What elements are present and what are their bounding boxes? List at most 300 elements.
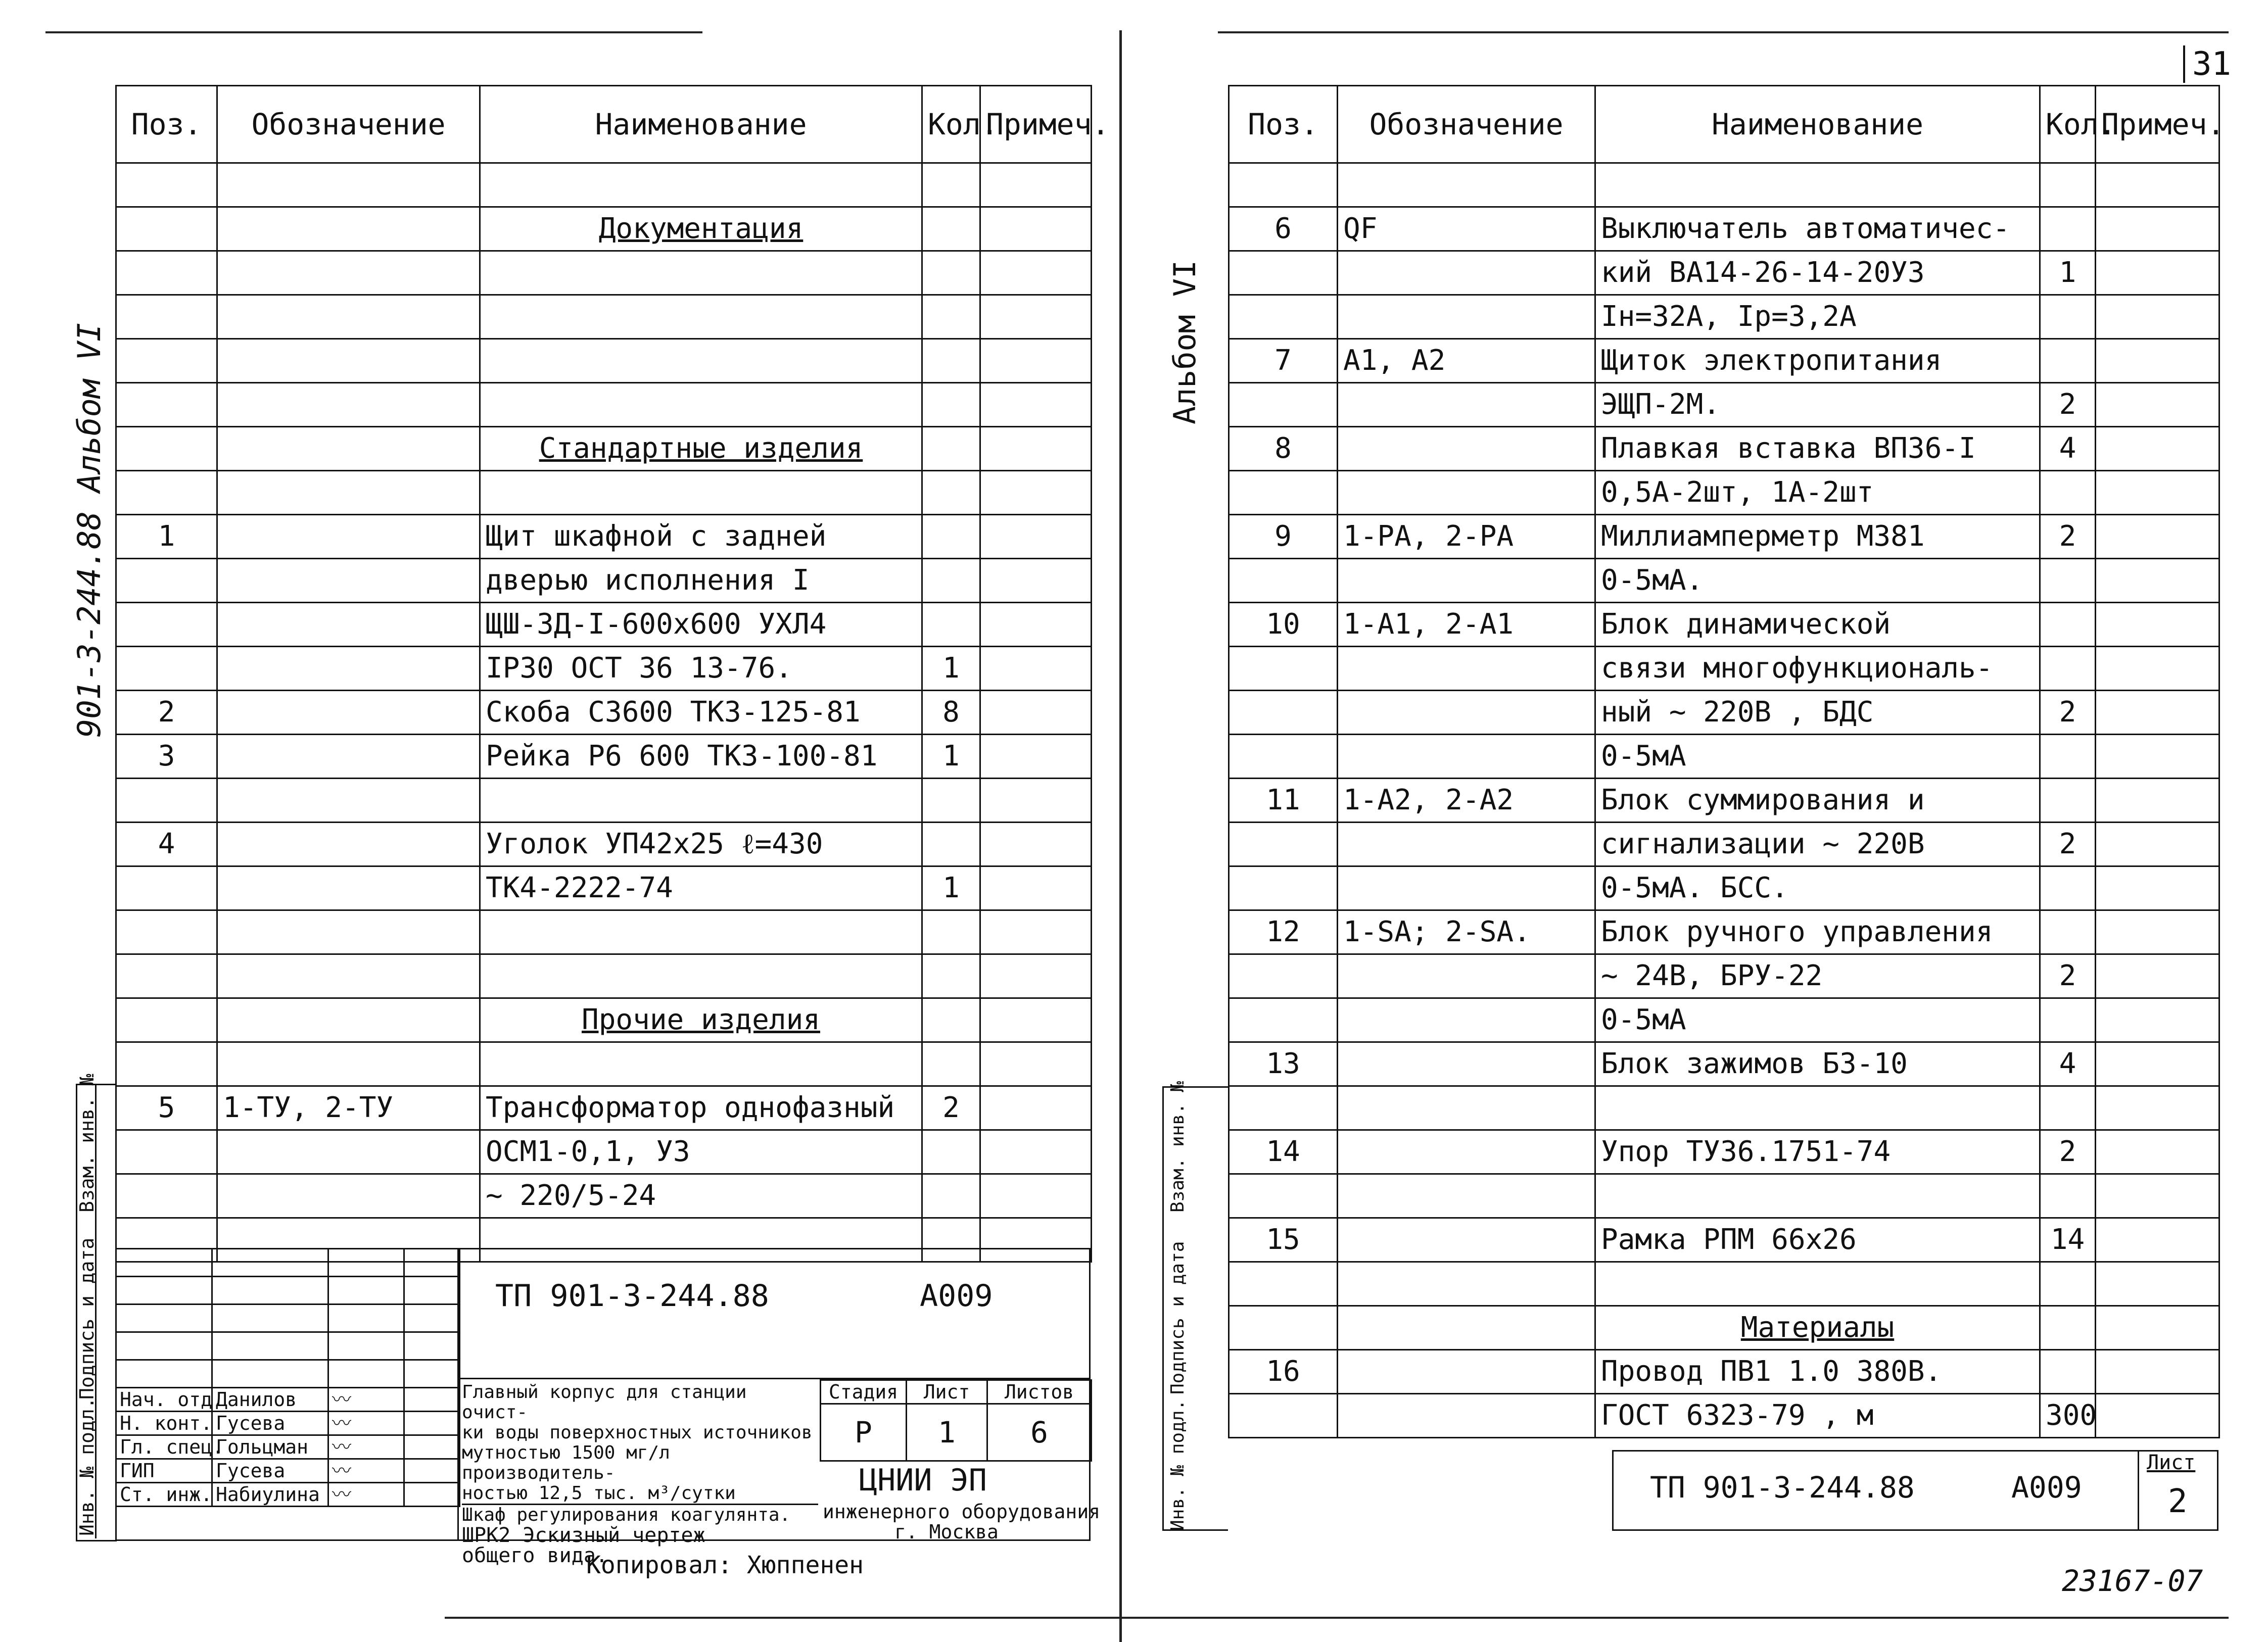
cell-designation bbox=[217, 1130, 480, 1174]
table-row bbox=[1229, 1174, 2219, 1218]
cell-pos: 9 bbox=[1229, 515, 1338, 559]
cell-name bbox=[480, 910, 922, 954]
cell-qty bbox=[922, 910, 980, 954]
left-stamp-people bbox=[115, 1248, 460, 1507]
cell-name: ЭЩП-2М. bbox=[1595, 383, 2040, 427]
table-row bbox=[1229, 163, 2219, 207]
cell-name: Уголок УП42х25 ℓ=430 bbox=[480, 823, 922, 866]
cell-designation bbox=[217, 779, 480, 823]
cell-name: Рамка РПМ 66х26 bbox=[1595, 1218, 2040, 1262]
cell-name: ГОСТ 6323-79 , м bbox=[1595, 1394, 2040, 1438]
cell-designation bbox=[217, 998, 480, 1042]
cell-designation bbox=[217, 823, 480, 866]
cell-designation: 1-А1, 2-А1 bbox=[1338, 603, 1595, 647]
cell-designation: А1, А2 bbox=[1338, 339, 1595, 383]
bottom-rule bbox=[445, 1617, 2229, 1619]
cell-pos bbox=[116, 471, 217, 515]
header-qty: Кол. bbox=[922, 86, 980, 163]
table-row bbox=[1229, 1130, 2219, 1174]
header-qty: Кол. bbox=[2040, 86, 2096, 163]
cell-pos bbox=[1229, 251, 1338, 295]
cell-qty bbox=[2040, 998, 2096, 1042]
cell-pos bbox=[1229, 1262, 1338, 1306]
cell-pos bbox=[116, 954, 217, 998]
cell-qty bbox=[2040, 163, 2096, 207]
table-row bbox=[116, 603, 1092, 647]
person-row: Гл. спец. Гольцман 〰 bbox=[116, 1435, 460, 1459]
cell-pos bbox=[1229, 163, 1338, 207]
cell-qty bbox=[922, 207, 980, 251]
signature: 〰 bbox=[328, 1435, 404, 1459]
cell-designation bbox=[1338, 471, 1595, 515]
cell-note bbox=[980, 735, 1092, 779]
cell-note bbox=[980, 779, 1092, 823]
title-line: ШРК2 Эскизный чертеж bbox=[462, 1524, 705, 1547]
cell-note bbox=[980, 866, 1092, 910]
cell-designation bbox=[217, 559, 480, 603]
table-row bbox=[116, 515, 1092, 559]
cell-name: Документация bbox=[480, 207, 922, 251]
cell-designation: 1-SA; 2-SA. bbox=[1338, 910, 1595, 954]
cell-name: кий ВА14-26-14-20У3 bbox=[1595, 251, 2040, 295]
cell-pos bbox=[116, 559, 217, 603]
cell-note bbox=[980, 427, 1092, 471]
cell-name: Рейка Р6 600 ТК3-100-81 bbox=[480, 735, 922, 779]
cell-name: Щиток электропитания bbox=[1595, 339, 2040, 383]
header-pos: Поз. bbox=[116, 86, 217, 163]
copied-by: Копировал: Хюппенен bbox=[586, 1551, 864, 1579]
cell-pos: 6 bbox=[1229, 207, 1338, 251]
table-row bbox=[116, 559, 1092, 603]
stage-value: Р bbox=[821, 1404, 907, 1461]
center-fold-line bbox=[1119, 30, 1122, 1642]
cell-note bbox=[980, 559, 1092, 603]
cell-note bbox=[980, 954, 1092, 998]
cell-note bbox=[980, 998, 1092, 1042]
header-designation: Обозначение bbox=[217, 86, 480, 163]
cell-qty bbox=[922, 383, 980, 427]
cell-designation bbox=[1338, 1086, 1595, 1130]
sheets-value: 6 bbox=[987, 1404, 1092, 1461]
cell-note bbox=[980, 383, 1092, 427]
cell-name: Скоба С3600 ТК3-125-81 bbox=[480, 691, 922, 735]
cell-name bbox=[480, 295, 922, 339]
cell-designation bbox=[217, 295, 480, 339]
cell-note bbox=[2096, 823, 2219, 866]
table-row bbox=[1229, 735, 2219, 779]
cell-designation bbox=[217, 427, 480, 471]
cell-designation: 1-РА, 2-РА bbox=[1338, 515, 1595, 559]
cell-note bbox=[2096, 1350, 2219, 1394]
cell-designation bbox=[217, 691, 480, 735]
signature: 〰 bbox=[328, 1483, 404, 1507]
left-side-col-sign: Подпись и дата bbox=[76, 1237, 98, 1399]
cell-qty bbox=[2040, 866, 2096, 910]
table-row bbox=[1229, 954, 2219, 998]
table-row bbox=[1229, 1086, 2219, 1130]
cell-note bbox=[2096, 427, 2219, 471]
cell-designation: QF bbox=[1338, 207, 1595, 251]
cell-name bbox=[480, 163, 922, 207]
table-row bbox=[1229, 1350, 2219, 1394]
cell-pos bbox=[1229, 1394, 1338, 1438]
table-row bbox=[1229, 647, 2219, 691]
cell-qty bbox=[2040, 910, 2096, 954]
table-row bbox=[1229, 1042, 2219, 1086]
table-row bbox=[116, 647, 1092, 691]
table-row bbox=[1229, 910, 2219, 954]
cell-designation bbox=[1338, 1306, 1595, 1350]
cell-note bbox=[980, 251, 1092, 295]
cell-designation bbox=[217, 515, 480, 559]
cell-note bbox=[980, 339, 1092, 383]
table-row bbox=[116, 866, 1092, 910]
cell-name bbox=[480, 339, 922, 383]
cell-designation bbox=[217, 207, 480, 251]
table-row bbox=[1229, 823, 2219, 866]
cell-pos bbox=[1229, 295, 1338, 339]
cell-note bbox=[2096, 866, 2219, 910]
header-note: Примеч. bbox=[2096, 86, 2219, 163]
table-row bbox=[1229, 1306, 2219, 1350]
cell-name: Выключатель автоматичес- bbox=[1595, 207, 2040, 251]
cell-name: 0-5мА. bbox=[1595, 559, 2040, 603]
header-name: Наименование bbox=[1595, 86, 2040, 163]
cell-qty: 4 bbox=[2040, 1042, 2096, 1086]
cell-note bbox=[980, 823, 1092, 866]
cell-note bbox=[2096, 603, 2219, 647]
cell-qty: 2 bbox=[2040, 1130, 2096, 1174]
cell-designation bbox=[217, 163, 480, 207]
cell-pos bbox=[116, 207, 217, 251]
cell-note bbox=[980, 515, 1092, 559]
cell-pos bbox=[116, 1174, 217, 1218]
table-row bbox=[1229, 207, 2219, 251]
table-row bbox=[116, 1086, 1092, 1130]
title-line: ки воды поверхностных источников bbox=[462, 1422, 813, 1443]
table-row bbox=[116, 735, 1092, 779]
cell-note bbox=[980, 471, 1092, 515]
cell-pos bbox=[1229, 866, 1338, 910]
cell-note bbox=[2096, 207, 2219, 251]
cell-pos bbox=[116, 1042, 217, 1086]
cell-pos: 13 bbox=[1229, 1042, 1338, 1086]
cell-designation bbox=[1338, 295, 1595, 339]
cell-qty bbox=[922, 954, 980, 998]
cell-designation bbox=[217, 866, 480, 910]
table-row bbox=[116, 251, 1092, 295]
cell-designation bbox=[1338, 1394, 1595, 1438]
cell-note bbox=[2096, 1086, 2219, 1130]
cell-note bbox=[2096, 163, 2219, 207]
table-row bbox=[1229, 1218, 2219, 1262]
table-row bbox=[1229, 1262, 2219, 1306]
table-row bbox=[116, 910, 1092, 954]
cell-designation bbox=[1338, 823, 1595, 866]
cell-name: Прочие изделия bbox=[480, 998, 922, 1042]
table-row bbox=[116, 779, 1092, 823]
cell-designation bbox=[1338, 691, 1595, 735]
cell-note bbox=[2096, 471, 2219, 515]
cell-qty bbox=[922, 163, 980, 207]
cell-name: Плавкая вставка ВП36-I bbox=[1595, 427, 2040, 471]
table-row bbox=[1229, 998, 2219, 1042]
signature: 〰 bbox=[328, 1388, 404, 1412]
cell-qty bbox=[2040, 471, 2096, 515]
header-note: Примеч. bbox=[980, 86, 1092, 163]
cell-name bbox=[1595, 163, 2040, 207]
cell-designation bbox=[1338, 647, 1595, 691]
table-row bbox=[1229, 1394, 2219, 1438]
table-row bbox=[116, 998, 1092, 1042]
cell-name: ~ 220/5-24 bbox=[480, 1174, 922, 1218]
cell-qty: 2 bbox=[2040, 954, 2096, 998]
table-row bbox=[116, 207, 1092, 251]
cell-qty: 2 bbox=[2040, 823, 2096, 866]
right-sheet-value: 2 bbox=[2168, 1483, 2188, 1520]
cell-qty bbox=[2040, 1174, 2096, 1218]
cell-qty bbox=[2040, 603, 2096, 647]
table-row bbox=[1229, 691, 2219, 735]
cell-note bbox=[2096, 779, 2219, 823]
cell-note bbox=[980, 1130, 1092, 1174]
cell-designation bbox=[217, 339, 480, 383]
cell-qty bbox=[2040, 1086, 2096, 1130]
cell-note bbox=[980, 691, 1092, 735]
cell-name: Блок ручного управления bbox=[1595, 910, 2040, 954]
header-name: Наименование bbox=[480, 86, 922, 163]
header-designation: Обозначение bbox=[1338, 86, 1595, 163]
title-line: Главный корпус для станции очист- bbox=[462, 1382, 747, 1423]
title-line: Шкаф регулирования коагулянта. bbox=[462, 1504, 818, 1525]
title-line: общего вида. bbox=[462, 1544, 608, 1567]
top-rule-right bbox=[1218, 31, 2229, 33]
cell-qty: 4 bbox=[2040, 427, 2096, 471]
cell-qty: 1 bbox=[922, 735, 980, 779]
cell-pos bbox=[1229, 1086, 1338, 1130]
table-row bbox=[116, 339, 1092, 383]
cell-note bbox=[2096, 735, 2219, 779]
table-row bbox=[116, 471, 1092, 515]
sheet-label: Лист bbox=[907, 1380, 987, 1404]
person-row: Н. конт. Гусева 〰 bbox=[116, 1412, 460, 1435]
cell-pos: 7 bbox=[1229, 339, 1338, 383]
cell-name: ТК4-2222-74 bbox=[480, 866, 922, 910]
person-row: Ст. инж. Набиулина 〰 bbox=[116, 1483, 460, 1507]
cell-note bbox=[2096, 515, 2219, 559]
cell-designation bbox=[1338, 735, 1595, 779]
table-row bbox=[116, 383, 1092, 427]
cell-note bbox=[980, 910, 1092, 954]
table-row bbox=[1229, 515, 2219, 559]
cell-pos bbox=[1229, 383, 1338, 427]
cell-note bbox=[2096, 339, 2219, 383]
table-row bbox=[1229, 295, 2219, 339]
person-row: ГИП Гусева 〰 bbox=[116, 1459, 460, 1483]
table-row bbox=[1229, 251, 2219, 295]
top-rule-left bbox=[45, 31, 702, 33]
cell-pos bbox=[1229, 998, 1338, 1042]
cell-designation bbox=[217, 910, 480, 954]
cell-note bbox=[2096, 691, 2219, 735]
cell-name: Блок зажимов Б3-10 bbox=[1595, 1042, 2040, 1086]
table-row bbox=[1229, 779, 2219, 823]
table-row bbox=[116, 295, 1092, 339]
cell-pos bbox=[1229, 559, 1338, 603]
cell-pos bbox=[1229, 647, 1338, 691]
cell-qty bbox=[2040, 207, 2096, 251]
table-row bbox=[116, 1042, 1092, 1086]
cell-note bbox=[2096, 1218, 2219, 1262]
cell-pos bbox=[1229, 471, 1338, 515]
cell-note bbox=[980, 603, 1092, 647]
person-row: Нач. отд. Данилов 〰 bbox=[116, 1388, 460, 1412]
cell-pos: 16 bbox=[1229, 1350, 1338, 1394]
org-sub-2: г. Москва bbox=[894, 1521, 999, 1543]
cell-qty: 8 bbox=[922, 691, 980, 735]
left-side-col-replace: Взам. инв. № bbox=[76, 1074, 98, 1213]
cell-qty: 14 bbox=[2040, 1218, 2096, 1262]
cell-pos: 14 bbox=[1229, 1130, 1338, 1174]
cell-qty bbox=[2040, 1306, 2096, 1350]
cell-qty bbox=[922, 251, 980, 295]
cell-qty bbox=[922, 823, 980, 866]
cell-note bbox=[980, 1042, 1092, 1086]
cell-pos: 3 bbox=[116, 735, 217, 779]
cell-pos bbox=[1229, 1174, 1338, 1218]
cell-name: Iн=32А, Iр=3,2А bbox=[1595, 295, 2040, 339]
cell-pos bbox=[116, 383, 217, 427]
left-doc-suffix: А009 bbox=[920, 1278, 993, 1314]
cell-pos bbox=[1229, 823, 1338, 866]
cell-designation bbox=[1338, 1174, 1595, 1218]
left-doc-code-box bbox=[457, 1248, 1091, 1379]
table-row bbox=[116, 954, 1092, 998]
cell-designation bbox=[1338, 251, 1595, 295]
sheets-label: Листов bbox=[987, 1380, 1092, 1404]
cell-designation bbox=[1338, 998, 1595, 1042]
table-row bbox=[116, 163, 1092, 207]
cell-qty bbox=[2040, 559, 2096, 603]
cell-qty: 2 bbox=[2040, 383, 2096, 427]
cell-name: ЩШ-3Д-I-600х600 УХЛ4 bbox=[480, 603, 922, 647]
cell-name bbox=[480, 954, 922, 998]
cell-name: Трансформатор однофазный bbox=[480, 1086, 922, 1130]
cell-designation bbox=[217, 251, 480, 295]
cell-pos: 10 bbox=[1229, 603, 1338, 647]
cell-note bbox=[2096, 647, 2219, 691]
cell-pos bbox=[116, 647, 217, 691]
cell-pos: 12 bbox=[1229, 910, 1338, 954]
cell-name: связи многофункциональ- bbox=[1595, 647, 2040, 691]
cell-note bbox=[980, 295, 1092, 339]
cell-pos bbox=[116, 1130, 217, 1174]
cell-qty bbox=[922, 1130, 980, 1174]
cell-pos bbox=[116, 866, 217, 910]
page-number: 31 bbox=[2183, 45, 2231, 83]
table-row bbox=[1229, 603, 2219, 647]
cell-note bbox=[2096, 910, 2219, 954]
cell-designation: 1-А2, 2-А2 bbox=[1338, 779, 1595, 823]
cell-name: Провод ПВ1 1.0 380В. bbox=[1595, 1350, 2040, 1394]
cell-name: 0-5мА bbox=[1595, 998, 2040, 1042]
cell-name: сигнализации ~ 220В bbox=[1595, 823, 2040, 866]
cell-note bbox=[2096, 954, 2219, 998]
cell-name bbox=[480, 1042, 922, 1086]
cell-qty bbox=[922, 427, 980, 471]
cell-name: Щит шкафной с задней bbox=[480, 515, 922, 559]
left-header-row bbox=[116, 86, 1092, 163]
archive-number: 23167-07 bbox=[2062, 1564, 2203, 1598]
cell-designation bbox=[217, 603, 480, 647]
cell-qty bbox=[922, 603, 980, 647]
cell-qty: 2 bbox=[922, 1086, 980, 1130]
cell-name: ~ 24В, БРУ-22 bbox=[1595, 954, 2040, 998]
cell-note bbox=[2096, 1394, 2219, 1438]
cell-note bbox=[2096, 1042, 2219, 1086]
cell-qty bbox=[922, 779, 980, 823]
right-side-col-replace: Взам. инв. № bbox=[1167, 1081, 1188, 1213]
cell-designation bbox=[217, 383, 480, 427]
cell-pos bbox=[1229, 1306, 1338, 1350]
cell-name: Упор ТУ36.1751-74 bbox=[1595, 1130, 2040, 1174]
cell-qty: 1 bbox=[2040, 251, 2096, 295]
cell-note bbox=[980, 1086, 1092, 1130]
cell-designation bbox=[1338, 383, 1595, 427]
cell-designation bbox=[1338, 1262, 1595, 1306]
cell-pos bbox=[1229, 735, 1338, 779]
cell-designation bbox=[217, 471, 480, 515]
cell-note bbox=[2096, 1306, 2219, 1350]
right-spec-table bbox=[1228, 85, 2225, 1438]
cell-pos bbox=[1229, 691, 1338, 735]
table-row bbox=[116, 823, 1092, 866]
cell-qty bbox=[922, 1042, 980, 1086]
cell-name: дверью исполнения I bbox=[480, 559, 922, 603]
table-row bbox=[1229, 383, 2219, 427]
cell-qty bbox=[922, 1174, 980, 1218]
cell-designation bbox=[217, 1042, 480, 1086]
cell-pos: 15 bbox=[1229, 1218, 1338, 1262]
cell-name: Блок динамической bbox=[1595, 603, 2040, 647]
table-row bbox=[1229, 471, 2219, 515]
cell-qty bbox=[922, 295, 980, 339]
cell-pos: 2 bbox=[116, 691, 217, 735]
cell-pos: 5 bbox=[116, 1086, 217, 1130]
org-name: ЦНИИ ЭП bbox=[859, 1463, 987, 1498]
cell-name bbox=[1595, 1174, 2040, 1218]
cell-note bbox=[980, 1174, 1092, 1218]
cell-note bbox=[2096, 383, 2219, 427]
title-line: мутностью 1500 мг/л производитель- bbox=[462, 1442, 670, 1483]
sheet-value: 1 bbox=[907, 1404, 987, 1461]
cell-name: IP30 ОСТ 36 13-76. bbox=[480, 647, 922, 691]
cell-pos: 8 bbox=[1229, 427, 1338, 471]
cell-note bbox=[980, 207, 1092, 251]
cell-pos: 11 bbox=[1229, 779, 1338, 823]
cell-name bbox=[1595, 1086, 2040, 1130]
cell-pos: 4 bbox=[116, 823, 217, 866]
cell-pos bbox=[116, 163, 217, 207]
cell-note bbox=[2096, 1262, 2219, 1306]
left-album-label: 901-3-244.88 Альбом VI bbox=[71, 322, 108, 738]
right-sheet-label: Лист bbox=[2147, 1451, 2196, 1474]
cell-qty bbox=[2040, 295, 2096, 339]
cell-note bbox=[2096, 998, 2219, 1042]
table-row bbox=[116, 1174, 1092, 1218]
cell-name: 0,5А-2шт, 1А-2шт bbox=[1595, 471, 2040, 515]
cell-pos bbox=[116, 295, 217, 339]
